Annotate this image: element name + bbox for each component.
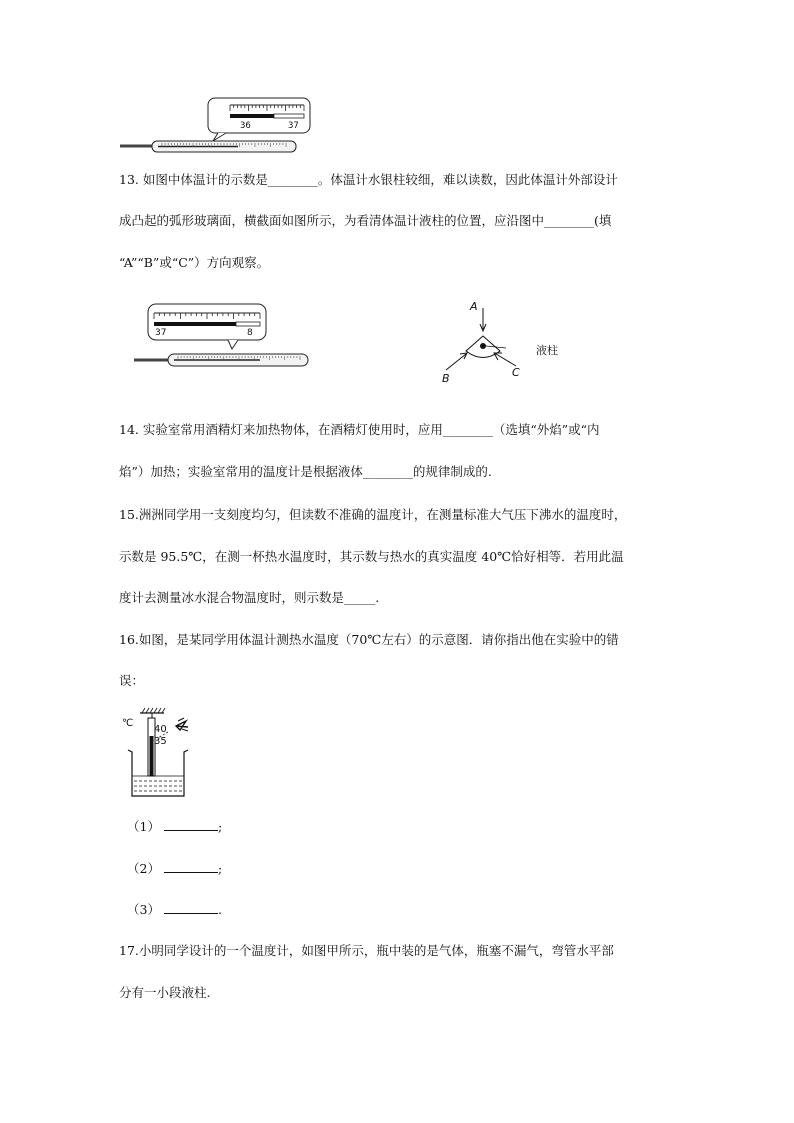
liquid-column-label: 液柱 — [536, 344, 558, 357]
direction-label-c: C — [512, 366, 520, 379]
q16-answer-2-end: ; — [217, 861, 223, 876]
q16-answer-3-end: . — [217, 902, 222, 917]
q16-answer-1 — [127, 818, 222, 835]
figure-cross-section — [436, 296, 586, 386]
q16-answer-2-number: （2） — [127, 861, 160, 876]
q14-line-1: 14. 实验室常用酒精灯来加热物体，在酒精灯使用时，应用________（选填“外焰”或“内 — [119, 422, 600, 437]
q15-line-2: 示数是 95.5℃，在测一杯热水温度时，其示数与热水的真实温度 40℃恰好相等．若用此温 — [119, 549, 624, 564]
q16-answer-3 — [127, 901, 222, 918]
scale-35: 35 — [154, 736, 167, 747]
q13-line-3: “A”“B”或“C”）方向观察。 — [119, 255, 270, 270]
direction-label-b: B — [442, 372, 450, 385]
figure1-label-36: 36 — [240, 121, 251, 131]
direction-label-a: A — [470, 300, 478, 313]
q16-answer-1-blank[interactable] — [164, 818, 218, 831]
figure-thermometer-2 — [132, 302, 312, 372]
q15-line-3: 度计去测量冰水混合物温度时，则示数是_____. — [119, 590, 380, 605]
figure1-label-37: 37 — [288, 121, 299, 131]
q16-answer-1-end: ; — [217, 819, 223, 834]
figure2-label-8: 8 — [247, 328, 253, 338]
q16-line-1: 16.如图，是某同学用体温计测热水温度（70℃左右）的示意图．请你指出他在实验中的错 — [119, 632, 619, 647]
q16-answer-2-blank[interactable] — [164, 860, 218, 873]
q16-answer-1-number: （1） — [127, 819, 160, 834]
q13-line-2: 成凸起的弧形玻璃面，横截面如图所示，为看清体温计液柱的位置，应沿图中________(填 — [119, 213, 612, 228]
q16-answer-3-number: （3） — [127, 902, 160, 917]
figure-thermometer-1 — [118, 96, 318, 158]
q16-answer-3-blank[interactable] — [164, 901, 218, 914]
q16-answer-2 — [127, 860, 222, 877]
q15-line-1: 15.洲洲同学用一支刻度均匀，但读数不准确的温度计，在测量标准大气压下沸水的温度时， — [119, 507, 627, 522]
figure-beaker-thermometer — [118, 702, 218, 802]
q14-line-2: 焰”）加热；实验室常用的温度计是根据液体________的规律制成的. — [119, 464, 492, 479]
scale-40: 40 — [154, 724, 167, 735]
q13-line-1: 13. 如图中体温计的示数是________。体温计水银柱较细，难以读数，因此体温计外部设计 — [119, 172, 618, 187]
q17-line-2: 分有一小段液柱. — [119, 985, 211, 1000]
q16-line-2: 误： — [119, 673, 145, 688]
celsius-unit: ℃ — [122, 718, 134, 729]
figure2-label-37: 37 — [155, 328, 167, 338]
q17-line-1: 17.小明同学设计的一个温度计，如图甲所示，瓶中装的是气体，瓶塞不漏气，弯管水平部 — [119, 943, 614, 958]
eye-icon — [176, 721, 188, 730]
